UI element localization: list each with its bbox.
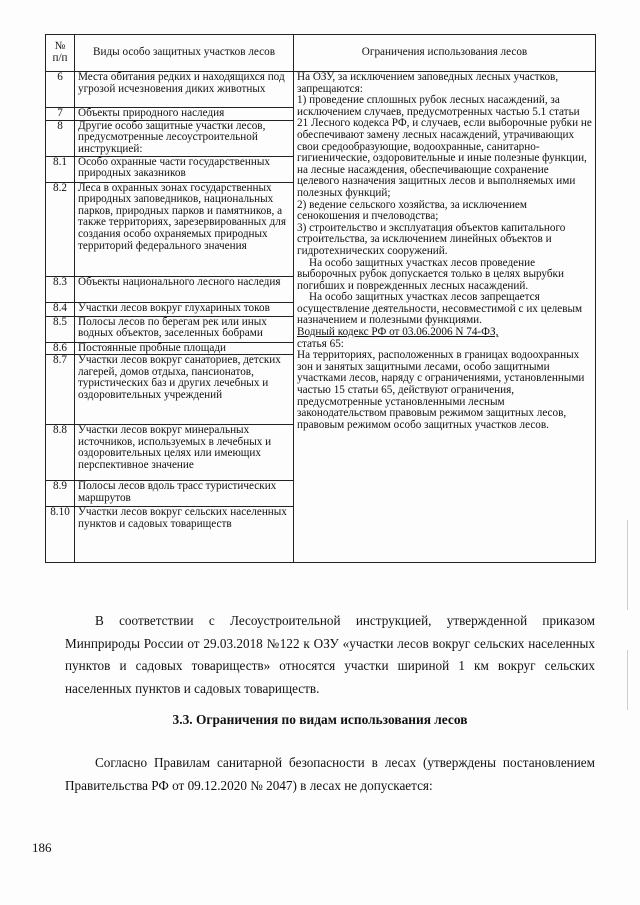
restriction-text: 1) проведение сплошных рубок лесных насаждений, за исключением случаев, предусмотренных частью 5.1 статьи 21 Лесного кодекса РФ, и случаев, если выборочные рубки не обеспечивают замену лесных насаждений, утрачивающих свои средообразующие, водоохранные, санитарно-гигиенические, оздоровительные и иные полезные функции, на лесные насаждения, обеспечивающие сохранение целевого назначения защитных лесов и выполняемых ими полезных функций; bbox=[297, 94, 592, 199]
paragraph-line: Согласно Правилам санитарной безопасности в лесах (утверждены постановлением bbox=[95, 755, 595, 770]
row-num: 6 bbox=[46, 72, 75, 108]
restriction-text: На особо защитных участках лесов запрещается осуществление деятельности, несовместимой с их целевым назначением и полезными функциями. bbox=[297, 291, 583, 327]
paragraph-ozu-villages bbox=[65, 610, 595, 700]
paragraph-line: населенных пунктов и садовых товариществ. bbox=[65, 680, 320, 696]
row-kind: Особо охранные части государственных природных заказников bbox=[75, 156, 294, 182]
table-row bbox=[46, 72, 596, 108]
paragraph-line: В соответствии с Лесоустроительной инструкцией, утвержденной приказом bbox=[95, 613, 595, 628]
row-kind: Участки лесов вокруг глухариных токов bbox=[75, 302, 294, 316]
law-article: статья 65: bbox=[297, 337, 344, 350]
row-num: 8.2 bbox=[46, 182, 75, 276]
law-reference: Водный кодекс РФ от 03.06.2006 N 74-ФЗ, bbox=[297, 326, 499, 339]
row-num: 8.10 bbox=[46, 507, 75, 563]
paragraph-sanitary-rules bbox=[65, 752, 595, 797]
restriction-text: На особо защитных участках лесов проведение выборочных рубок допускается только в целях вырубки погибших и поврежденных лесных насаждений. bbox=[297, 256, 564, 292]
row-num: 8.6 bbox=[46, 342, 75, 355]
row-kind: Объекты природного наследия bbox=[75, 108, 294, 121]
row-kind: Участки лесов вокруг минеральных источников, используемых в лечебных и оздоровительных целях или имеющих перспективное значение bbox=[75, 425, 294, 481]
row-kind: Полосы лесов по берегам рек или иных водных объектов, заселенных бобрами bbox=[75, 316, 294, 342]
row-kind: Полосы лесов вдоль трасс туристических маршрутов bbox=[75, 481, 294, 507]
row-num: 7 bbox=[46, 108, 75, 121]
scan-edge-mark bbox=[627, 650, 628, 710]
row-num: 8.1 bbox=[46, 156, 75, 182]
row-kind: Постоянные пробные площади bbox=[75, 342, 294, 355]
restriction-text: 2) ведение сельского хозяйства, за исключением сенокошения и пчеловодства; bbox=[297, 198, 527, 223]
section-heading: 3.3. Ограничения по видам использования лесов bbox=[172, 712, 468, 727]
row-kind: Леса в охранных зонах государственных природных заповедников, национальных парков, природных парков и памятников, а также территориях, зарезервированных для создания особо охраняемых природных территорий федерального значения bbox=[75, 182, 294, 276]
row-num: 8 bbox=[46, 120, 75, 156]
restrictions-cell bbox=[294, 72, 596, 563]
row-num: 8.5 bbox=[46, 316, 75, 342]
paragraph-line: Минприроды России от 29.03.2018 №122 к ОЗУ «участки лесов вокруг сельских населенных bbox=[65, 635, 595, 651]
row-num: 8.4 bbox=[46, 302, 75, 316]
paragraph-line: Правительства РФ от 09.12.2020 № 2047) в лесах не допускается: bbox=[65, 777, 433, 793]
row-kind: Другие особо защитные участки лесов, предусмотренные лесоустроительной инструкцией: bbox=[75, 120, 294, 156]
row-num: 8.8 bbox=[46, 425, 75, 481]
row-num: 8.9 bbox=[46, 481, 75, 507]
header-kind: Виды особо защитных участков лесов bbox=[75, 35, 294, 72]
scan-edge-mark bbox=[627, 520, 628, 610]
restriction-text: 3) строительство и эксплуатация объектов капитального строительства, за исключением линейных объектов и гидротехнических сооружений. bbox=[297, 221, 566, 257]
page-number: 186 bbox=[32, 840, 52, 855]
row-num: 8.3 bbox=[46, 276, 75, 302]
table-header-row bbox=[46, 35, 596, 72]
header-num: № п/п bbox=[46, 35, 75, 72]
row-kind: Участки лесов вокруг сельских населенных пунктов и садовых товариществ bbox=[75, 507, 294, 563]
ozu-table bbox=[45, 34, 596, 563]
header-restrictions: Ограничения использования лесов bbox=[294, 35, 596, 72]
restriction-text: На ОЗУ, за исключением заповедных лесных участков, запрещаются: bbox=[297, 71, 559, 95]
row-num: 8.7 bbox=[46, 355, 75, 425]
row-kind: Объекты национального лесного наследия bbox=[75, 276, 294, 302]
row-kind: Места обитания редких и находящихся под угрозой исчезновения диких животных bbox=[75, 72, 294, 108]
paragraph-line: пунктов и садовых товариществ» относятся участки шириной 1 км вокруг сельских bbox=[65, 658, 595, 673]
row-kind: Участки лесов вокруг санаториев, детских лагерей, домов отдыха, пансионатов, туристических баз и других лечебных и оздоровительных учреждений bbox=[75, 355, 294, 425]
restriction-text: На территориях, расположенных в границах водоохранных зон и занятых защитными лесами, особо защитными участками лесов, наряду с ограничениями, установленными частью 15 статьи 65, действуют ограничения, предусмотренные установленными лесным законодательством правовым режимом защитных лесов, правовым режимом особо защитных участков лесов. bbox=[297, 349, 585, 431]
